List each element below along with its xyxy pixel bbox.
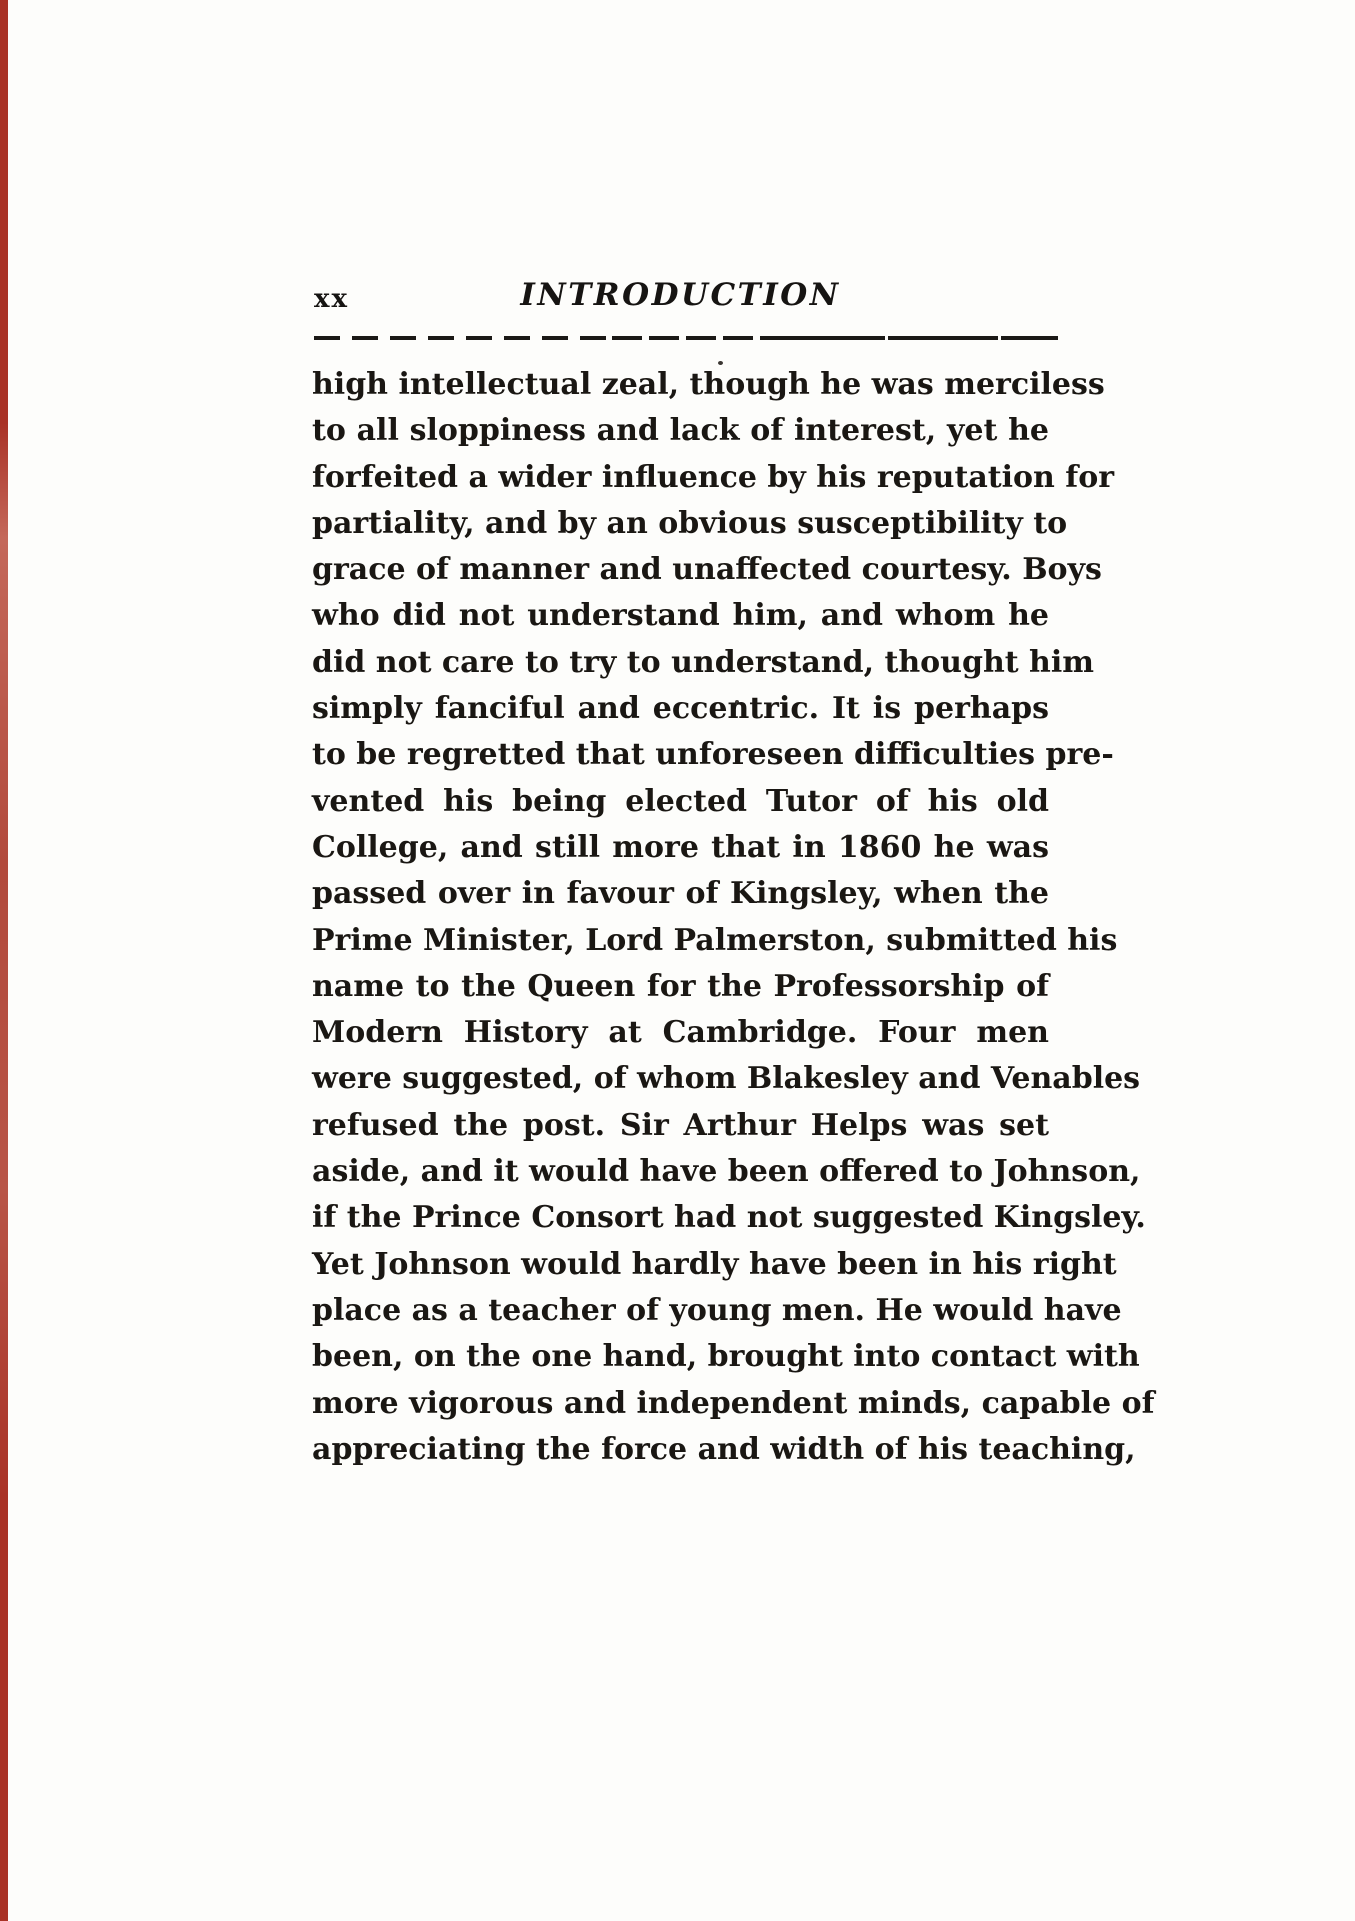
text-line: simply fanciful and eccentric. It is perhaps bbox=[312, 691, 1049, 727]
rule-segment-middle bbox=[612, 336, 776, 340]
text-line: to be regretted that unforeseen difficulties pre- bbox=[312, 737, 1114, 773]
text-line: aside, and it would have been offered to Johnson, bbox=[312, 1154, 1141, 1190]
text-line: to all sloppiness and lack of interest, yet he bbox=[312, 413, 1049, 449]
text-line: Yet Johnson would hardly have been in his right bbox=[312, 1246, 1117, 1282]
text-line: refused the post. Sir Arthur Helps was set bbox=[312, 1107, 1049, 1143]
text-line: College, and still more that in 1860 he was bbox=[312, 829, 1049, 865]
rule-segment-left bbox=[314, 336, 612, 340]
text-line: who did not understand him, and whom he bbox=[312, 598, 1049, 634]
header-divider-rule bbox=[314, 336, 1058, 341]
text-line: appreciating the force and width of his teaching, bbox=[312, 1431, 1136, 1467]
running-head bbox=[312, 277, 1049, 314]
book-edge-strip bbox=[0, 0, 8, 1921]
page-number: xx bbox=[314, 284, 350, 314]
text-line: Modern History at Cambridge. Four men bbox=[312, 1015, 1049, 1051]
text-line: if the Prince Consort had not suggested Kingsley. bbox=[312, 1200, 1146, 1236]
rule-segment-right bbox=[775, 336, 1058, 340]
text-line: more vigorous and independent minds, capable of bbox=[312, 1385, 1155, 1421]
text-line: name to the Queen for the Professorship of bbox=[312, 968, 1049, 1004]
text-line: high intellectual zeal, though he was merciless bbox=[312, 367, 1105, 402]
text-line: did not care to try to understand, thought him bbox=[312, 644, 1095, 680]
body-text bbox=[312, 362, 1155, 1473]
text-line: passed over in favour of Kingsley, when the bbox=[312, 876, 1049, 912]
text-line: were suggested, of whom Blakesley and Venables bbox=[312, 1061, 1141, 1097]
text-line: vented his being elected Tutor of his old bbox=[312, 783, 1049, 819]
text-line: been, on the one hand, brought into contact with bbox=[312, 1339, 1140, 1375]
text-line: grace of manner and unaffected courtesy. Boys bbox=[312, 552, 1102, 588]
text-line: place as a teacher of young men. He would have bbox=[312, 1292, 1122, 1328]
page-title: INTRODUCTION bbox=[520, 277, 841, 313]
text-line: Prime Minister, Lord Palmerston, submitted his bbox=[312, 922, 1118, 958]
text-line: forfeited a wider influence by his reputation for bbox=[312, 459, 1115, 495]
text-line: partiality, and by an obvious susceptibility to bbox=[312, 505, 1068, 541]
